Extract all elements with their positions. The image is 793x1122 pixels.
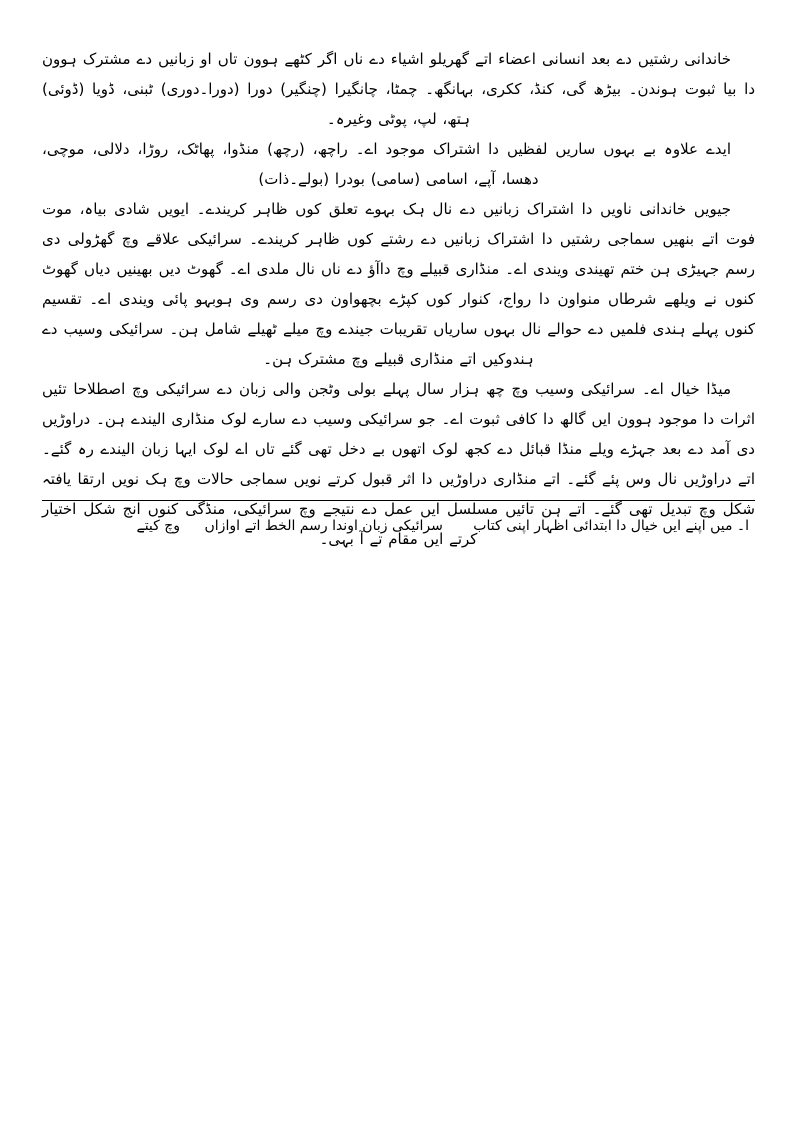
footnote [42, 513, 755, 539]
paragraph-household-terms: خاندانی رشتیں دے بعد انسانی اعضاء اتے گھریلو اشیاء دے ناں اگر کٹھے ہوون تاں او زبانیں دے مشترک ہوون دا بیا ثبوت ہوندن۔ بیڑھ گی، کنڈ، ککری، بہانگھ۔ چمٹا، چانگیرا (چنگیر) دورا (دورا۔دوری) ٹبنی، ڈویا (ڈوئی) ہتھ، لپ، پوٹی وغیرہ۔ [42, 50, 755, 128]
body-text [42, 44, 755, 554]
footnote-book-title: سرائیکی زبان اوندا رسم الخط اتے اوازاں [204, 518, 443, 534]
footnote-suffix: وچ کیتے [136, 518, 181, 534]
paragraph-authors-opinion: میڈا خیال اے۔ سرائیکی وسیب وچ چھ ہزار سال پہلے بولی وٹجن والی زبان دے سرائیکی وچ اصطلاحا تئیں اثرات دا موجود ہوون ایں گالھ دا کافی ثبوت اے۔ جو سرائیکی وسیب دے سارے لوک منڈاری الیندے ہن۔ دراوڑیں دی آمد دے بعد جہڑے ویلے منڈا قبائل دے کجھ لوک اتھوں بے دخل تھی گئے تاں اے لوک ایہا زبان الیندے رہ گئے۔ اتے دراوڑیں نال وس پئے گئے۔ اتے منڈاری دراوڑیں دا اثر قبول کرتے نویں سماجی حالات وچ ہک نویں ارتقا یافتہ شکل وچ تبدیل تھی گئے۔ اتے ہن تائیں مسلسل ایں عمل دے نتیجے وچ سرائیکی، منڈگی کنوں انج شکل اختیار کرتے ایں مقام تے آ بہی۔ [42, 380, 755, 548]
footnote-separator-rule [42, 500, 755, 501]
footnote-area [42, 500, 755, 539]
paragraph-shared-words: ایدے علاوہ بے بہوں ساریں لفظیں دا اشتراک موجود اے۔ راچھ، (رچھ) منڈوا، پھاٹک، روڑا، دلالی، موچی، دھسا، آپے، اسامی (سامی) بودرا (بولے۔ذات) [42, 140, 731, 188]
paragraph-social-customs: جیویں خاندانی ناویں دا اشتراک زبانیں دے نال ہک بہوے تعلق کوں ظاہر کریندے۔ ایویں شادی بیاہ، موت فوت اتے بنھیں سماجی رشتیں دا اشتراک زبانیں دے رشتے کوں ظاہر کریندے۔ سرائیکی علاقے وچ گھڑولی دی رسم جہیڑی ہن ختم تھیندی ویندی اے۔ منڈاری قبیلے وچ داآؤ دے ناں نال ملدی اے۔ گھوٹ دیں بھینیں دیاں گھوٹ کنوں نے ویلھے شرطاں منواون دا رواج، کنوار کوں کپڑے بچھواون دی رسم وی ہوبہو پائی ویندی اے۔ تقسیم کنوں پہلے ہندی فلمیں دے حوالے نال بہوں ساریاں تقریبات جیندے وچ میلے ٹھیلے شامل ہن۔ سرائیکی وسیب دے ہندوکیں اتے منڈاری قبیلے وچ مشترک ہن۔ [42, 200, 755, 368]
footnote-text: ا۔ میں اپنے ایں خیال دا ابتدائی اظہار اپنی کتاب [473, 518, 749, 534]
